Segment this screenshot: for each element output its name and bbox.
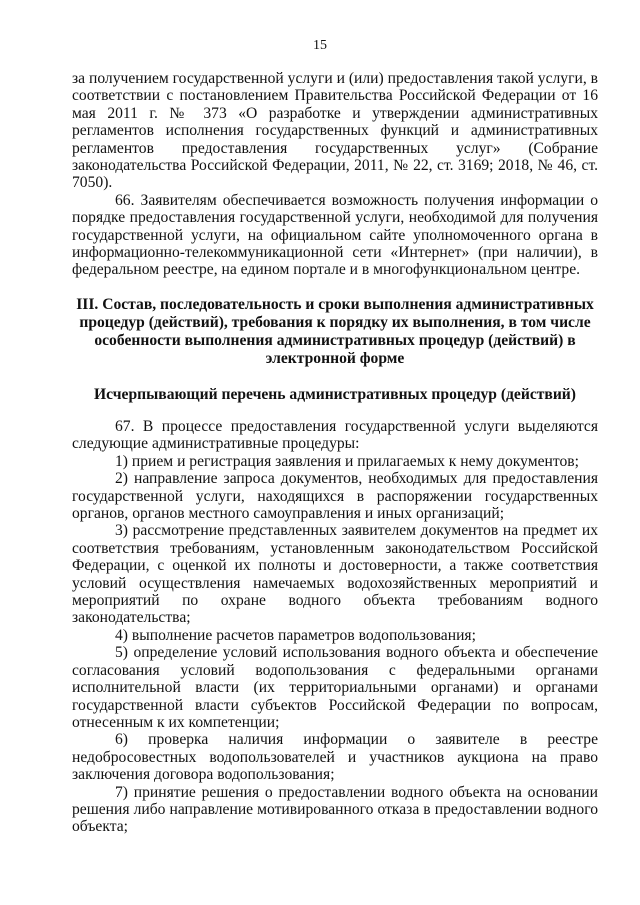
list-item: 3) рассмотрение представленных заявителем документов на предмет их соответствия требованиям, установленным законодательством Российской Федерации, с оценкой их полноты и достоверности, а также соответствия условий осуществления намечаемых водохозяйственных мероприятий и мероприятий по охране водного объекта требованиям водного законодательства; [72,522,598,627]
section-heading: III. Состав, последовательность и сроки выполнения административных процедур (действий), требования к порядку их выполнения, в том числе особенности выполнения административных процедур (действий) в электронной форме [76,296,594,367]
list-item: 2) направление запроса документов, необходимых для предоставления государственной услуги, находящихся в распоряжении государственных органов, органов местного самоуправления и иных организаций; [72,470,598,523]
text-block-procedures [72,418,598,836]
page-number: 15 [313,38,327,53]
list-item: 7) принятие решения о предоставлении водного объекта на основании решения либо направление мотивированного отказа в предоставлении водного объекта; [72,783,598,836]
list-item: 6) проверка наличия информации о заявителе в реестре недобросовестных водопользователей и участников аукциона на право заключения договора водопользования; [72,731,598,784]
paragraph-67: 67. В процессе предоставления государственной услуги выделяются следующие административные процедуры: [72,418,598,453]
list-item: 4) выполнение расчетов параметров водопользования; [115,626,476,644]
paragraph-66: 66. Заявителям обеспечивается возможность получения информации о порядке предоставления государственной услуги, необходимой для получения государственной услуги, на официальном сайте уполномоченного органа в информационно-телекоммуникационной сети «Интернет» (при наличии), в федеральном реестре, на едином портале и в многофункциональном центре. [72,191,598,279]
paragraph-continuation: за получением государственной услуги и (или) предоставления такой услуги, в соответствии с постановлением Правительства Российской Федерации от 16 мая 2011 г. № 373 «О разработке и утверждении административных регламентов исполнения государственных функций и административных регламентов предоставления государственных услуг» (Собрание законодательства Российской Федерации, 2011, № 22, ст. 3169; 2018, № 46, ст. 7050). [72,70,598,192]
list-item: 5) определение условий использования водного объекта и обеспечение согласования условий водопользования с федеральными органами исполнительной власти (их территориальными органами) и органами государственной власти субъектов Российской Федерации по вопросам, отнесенным к их компетенции; [72,644,598,731]
list-item: 1) прием и регистрация заявления и прилагаемых к нему документов; [115,452,579,470]
subheading: Исчерпывающий перечень административных процедур (действий) [94,386,576,403]
text-block-top [72,70,598,279]
